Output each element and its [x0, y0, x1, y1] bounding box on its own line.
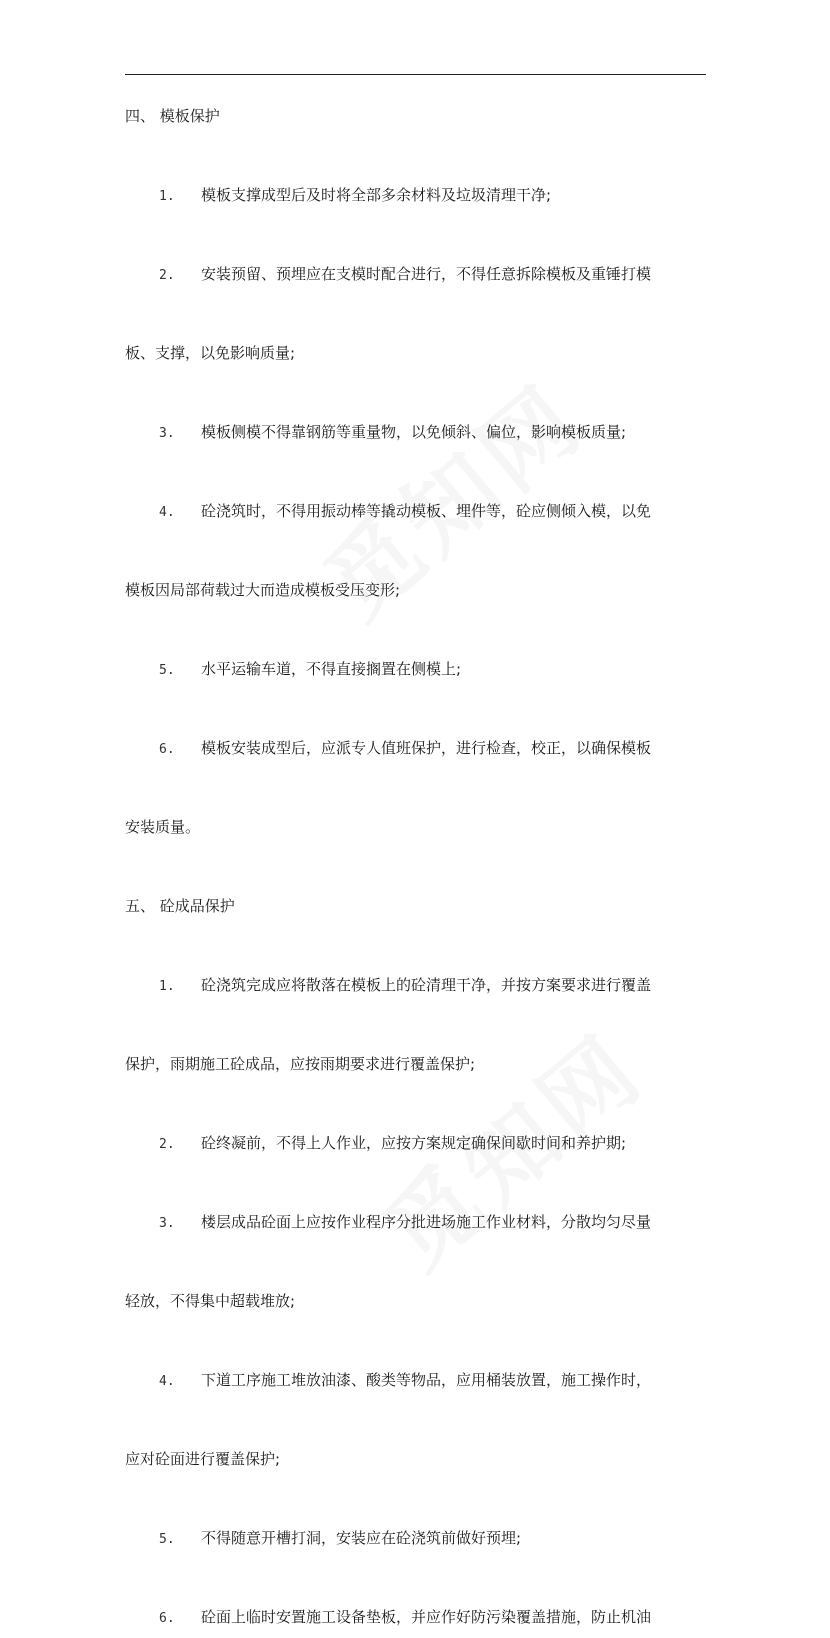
item-text: 下道工序施工堆放油漆、酸类等物品，应用桶装放置，施工操作时，: [201, 1371, 652, 1389]
item-number: 1.: [159, 189, 175, 204]
list-item: [125, 1598, 705, 1638]
item-number: 5.: [159, 1532, 175, 1547]
list-item: [125, 729, 705, 769]
item-number: 6.: [159, 742, 175, 757]
list-item: [125, 1124, 705, 1164]
item-text: 模板支撑成型后及时将全部多余材料及垃圾清理干净;: [201, 186, 552, 204]
item-continuation: 轻放，不得集中超载堆放;: [125, 1292, 296, 1310]
list-item: [125, 176, 705, 216]
item-text: 不得随意开槽打洞，安装应在砼浇筑前做好预埋;: [201, 1529, 522, 1547]
item-number: 1.: [159, 979, 175, 994]
list-item: [125, 492, 705, 532]
list-item: [125, 650, 705, 690]
header-rule: [125, 74, 706, 75]
item-continuation: 安装质量。: [125, 818, 201, 836]
list-item: [125, 1203, 705, 1243]
list-item: [125, 413, 705, 453]
item-number: 2.: [159, 1137, 175, 1152]
item-text: 模板安装成型后，应派专人值班保护，进行检查，校正，以确保模板: [201, 739, 652, 757]
item-number: 2.: [159, 268, 175, 283]
item-text: 砼面上临时安置施工设备垫板，并应作好防污染覆盖措施，防止机油: [201, 1608, 652, 1626]
item-text: 安装预留、预埋应在支模时配合进行，不得任意拆除模板及重锤打模: [201, 265, 652, 283]
list-item: [125, 1519, 705, 1559]
item-text: 砼终凝前，不得上人作业，应按方案规定确保间歇时间和养护期;: [201, 1134, 627, 1152]
item-text: 砼浇筑完成应将散落在模板上的砼清理干净，并按方案要求进行覆盖: [201, 976, 652, 994]
item-number: 3.: [159, 426, 175, 441]
item-continuation: 保护，雨期施工砼成品，应按雨期要求进行覆盖保护;: [125, 1055, 476, 1073]
item-continuation: 板、支撑，以免影响质量;: [125, 344, 296, 362]
item-number: 6.: [159, 1611, 175, 1626]
item-text: 模板侧模不得靠钢筋等重量物，以免倾斜、偏位，影响模板质量;: [201, 423, 627, 441]
list-item: [125, 1361, 705, 1401]
item-number: 3.: [159, 1216, 175, 1231]
list-item: [125, 966, 705, 1006]
item-continuation: 应对砼面进行覆盖保护;: [125, 1450, 281, 1468]
document-body: [125, 97, 705, 1638]
item-text: 水平运输车道，不得直接搁置在侧模上;: [201, 660, 462, 678]
item-continuation: 模板因局部荷载过大而造成模板受压变形;: [125, 581, 401, 599]
section-heading: 五、 砼成品保护: [125, 897, 235, 915]
list-item: [125, 255, 705, 295]
item-number: 5.: [159, 663, 175, 678]
item-text: 砼浇筑时，不得用振动棒等撬动模板、埋件等，砼应侧倾入模，以免: [201, 502, 652, 520]
item-number: 4.: [159, 1374, 175, 1389]
section-heading: 四、 模板保护: [125, 107, 220, 125]
item-number: 4.: [159, 505, 175, 520]
item-text: 楼层成品砼面上应按作业程序分批进场施工作业材料，分散均匀尽量: [201, 1213, 652, 1231]
